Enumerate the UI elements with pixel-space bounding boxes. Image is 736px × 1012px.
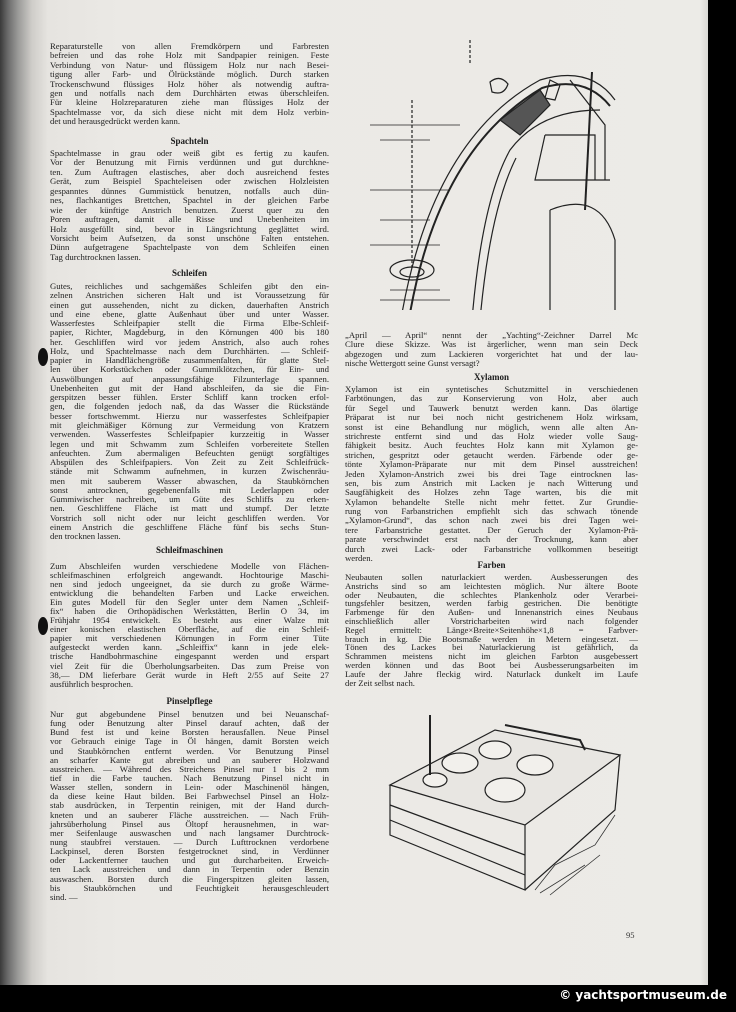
text-line: werden.: [345, 553, 373, 564]
text-line: schleifmaschinen erfolgreich angewandt. Hochtourige Maschi-: [50, 570, 329, 581]
binder-hole: [38, 348, 48, 366]
text-line: Abspülen des Schleifpapiers. Von Zeit zu Zeit Schleifrück-: [50, 457, 329, 468]
text-line: ausführlich besprochen.: [50, 678, 133, 689]
text-line: papier in Handflächengröße zusammenfalten, für glatte Stel-: [50, 355, 329, 366]
text-line: Tag durchtrocknen lassen.: [50, 251, 141, 262]
text-line: Laufe der Jahre fleckig wird. Naturlack dunkelt im Laufe: [345, 668, 638, 679]
text-line: tief in die Farbe tauchen. Nach Benutzung Pinsel nicht in: [50, 772, 329, 783]
text-line: gen und notfalls nach dem Durchhärten etwas überschleifen.: [50, 87, 329, 98]
text-line: tere Farbanstriche gestattet. Der Geruch der Xylamon-Prä-: [345, 524, 638, 535]
text-line: viel Zeit für die Überholungsarbeiten. Das zum Preise von: [50, 660, 329, 671]
text-line: entwicklung die behandelten Farben und Lacke erweichen.: [50, 588, 329, 599]
text-line: Saugfähigkeit des Holzes zehn Tage warten, bis die mit: [345, 487, 638, 498]
paragraph-farben: [345, 573, 638, 687]
text-line: Regel ermittelt: Länge×Breite×Seitenhöhe×1,8 = Farbver-: [345, 624, 638, 635]
text-line: Unebenheiten gut mit der Hand abschleifen, da sie die Fin-: [50, 382, 329, 393]
text-line: und Staubkörnchen entfernt werden. Vor Benutzung Pinsel: [50, 745, 329, 756]
text-line: Farbmenge für den Außen- und Innenanstrich eines Neubaus: [345, 607, 638, 618]
heading-spachteln: Spachteln: [170, 136, 209, 146]
text-line: Xylamon behandelte Stelle nicht mehr fettet. Zur Grundie-: [345, 496, 638, 507]
text-line: Ein gutes Modell für den Segler unter dem Namen „Schleif-: [50, 597, 329, 608]
text-line: fähigkeit besitz. Auch feuchtes Holz kann mit Xylamon ge-: [345, 440, 638, 451]
text-line: Spachtelmasse vor, da sich diese nicht mit dem Holz verbin-: [50, 106, 329, 117]
text-line: Gummiwischer nachreiben, um Güte des Schliffs zu erken-: [50, 494, 329, 505]
text-line: Frühjahr 1954 entwickelt. Es besteht aus einer Walze mit: [50, 615, 329, 626]
text-line: Gutes, reichliches und sachgemäßes Schleifen gibt den ein-: [50, 281, 329, 291]
text-line: einem Anstrich die geschliffene Fläche fünf bis sechs Stun-: [50, 521, 329, 532]
text-line: aufgesteckt werden kann. „Schleiffix“ kann in jede elek-: [50, 642, 329, 653]
text-line: einschließlich aller Vorstricharbeiten wird nach folgender: [345, 615, 638, 626]
heading-pinselpflege: Pinselpflege: [166, 696, 213, 706]
paragraph-intro: [50, 42, 329, 127]
text-line: nen sind jedoch ungeeignet, da sie durch zu große Wärme-: [50, 579, 329, 590]
text-line: Poren auftragen, damit alle Risse und Unebenheiten im: [50, 214, 329, 225]
text-line: trische Handbohrmaschine eingespannt werden und erspart: [50, 651, 329, 662]
text-line: einen gut aussehenden, nicht zu dicken, dauerhaften Anstrich: [50, 299, 329, 310]
text-line: Jeden Xylamon-Anstrich zwei bis drei Tage eintrocknen las-: [345, 468, 638, 479]
text-line: Vorsicht beim Aufsetzen, da sonst unschöne Falten entstehen.: [50, 232, 329, 243]
heading-farben: Farben: [477, 560, 506, 570]
text-line: kneten und an sauberer Fläche ausstreichen. — Nach Früh-: [50, 809, 329, 820]
text-line: Anstrichs sind so am leichtesten möglich. Nur ältere Boote: [345, 580, 638, 591]
text-line: nen. Geschliffene Fläche ist matt und stumpf. Der letzte: [50, 503, 329, 514]
text-line: parate verschwindet erst nach der Trocknung, kann aber: [345, 534, 638, 545]
text-line: Farbtönungen, das zur Konservierung von Holz, aber auch: [345, 393, 638, 404]
text-line: Neubauten sollen naturlackiert werden. Ausbesserungen des: [345, 572, 638, 582]
text-line: Für kleine Holzreparaturen ziehe man flüssiges Holz der: [50, 97, 329, 108]
paragraph-schleifmaschinen: [50, 562, 329, 689]
text-line: fung oder Benutzung alter Pinsel darauf achten, daß der: [50, 718, 329, 729]
text-line: bis Staubkörnchen und Feuchtigkeit herausgeschleudert: [50, 882, 329, 893]
heading-xylamon: Xylamon: [473, 372, 509, 382]
text-line: „Xylamon-Grund“, das schon nach zwei bis drei Tagen wei-: [345, 515, 638, 526]
text-line: legen und mit Schwamm zum Schleifen vorbereitete Stellen: [50, 438, 329, 449]
text-line: Präparat ist nur bei noch nicht gestrichenem Holz wirksam,: [345, 412, 638, 423]
text-line: det und herausgedrückt werden kann.: [50, 116, 181, 127]
text-line: Lackpinsel, deren Borsten festgetrocknet sind, in Verdünner: [50, 846, 329, 857]
text-line: stände mit Schwamm aufnehmen, in kurzen Zwischenräu-: [50, 466, 329, 477]
text-line: nische Wettergott seine Gunst versagt?: [345, 357, 480, 368]
text-line: strichreste entfernt sind und das Holz wieder volle Saug-: [345, 430, 638, 441]
paint-crate-illustration: [385, 715, 625, 900]
heading-schleifen: Schleifen: [172, 268, 207, 278]
text-line: und eine ebene, glatte Außenhaut über und unter Wasser.: [50, 308, 329, 319]
text-line: auswaschen. Borsten durch die Fingerspitzen gleiten lassen,: [50, 873, 329, 884]
text-line: tungsfehler besitzen, werden farbig gestrichen. Die benötigte: [345, 598, 638, 609]
text-line: oder Neubauten, die schlechtes Plankenholz oder Verarbei-: [345, 589, 638, 600]
text-line: Vorstrich soll nicht oder nur leicht geschliffen werden. Vor: [50, 512, 329, 523]
text-line: Reparaturstelle von allen Fremdkörpern und Farbresten: [50, 41, 329, 51]
text-line: nes, flachkantiges Brettchen, Spachtel in der gleichen Farbe: [50, 195, 329, 206]
text-line: oder Lackentferner tauchen und gut durcharbeiten. Erweich-: [50, 855, 329, 866]
text-line: len über Korkstückchen oder Gummiklötzchen, für Ein- und: [50, 364, 329, 375]
text-line: an scharfer Kante gut abreiben und an sauberer Holzwand: [50, 754, 329, 765]
text-line: mer Seifenlauge auswaschen und nach langsamer Durchtrock-: [50, 827, 329, 838]
paragraph-schleifen: [50, 282, 329, 541]
text-line: nung staubfrei verstauen. — Durch Lufttrocknen verdorbene: [50, 836, 329, 847]
text-line: sonst antrocknen, gegebenenfalls mit Lederlappen oder: [50, 484, 329, 495]
text-line: gerspitzen besser fühlen. Erster Schliff kann trocken erfol-: [50, 392, 329, 403]
text-line: sen, bis zum Anstrich mit Lacken je nach Witterung und: [345, 477, 638, 488]
text-line: vor Gebrauch einige Tage in Öl hängen, damit Borsten weich: [50, 736, 329, 747]
text-line: einer konischen elastischen Oberfläche, auf die ein Schleif-: [50, 624, 329, 635]
cartoon-caption: [345, 331, 638, 368]
text-line: „April — April“ nennt der „Yachting“-Zeichner Darrel Mc: [345, 330, 638, 340]
text-line: der Zeit selbst nach.: [345, 677, 415, 688]
text-line: Spachtelmasse in grau oder weiß gibt es fertig zu kaufen.: [50, 148, 329, 158]
text-line: Wasserfestes Schleifpapier stellt die Firma Elbe-Schleif-: [50, 318, 329, 329]
text-line: Holz ausgefüllt sind, bevor in Längsrichtung geglättet wird.: [50, 223, 329, 234]
text-line: für Segel und Tauwerk benutzt werden kann. Das ölartige: [345, 402, 638, 413]
text-line: ten. Zum Auftragen elastisches, aber doch ausreichend festes: [50, 166, 329, 177]
text-line: Xylamon ist ein syntetisches Schutzmittel in verschiedenen: [345, 384, 638, 394]
heading-schleifmaschinen: Schleifmaschinen: [155, 545, 223, 555]
text-line: papier mit verschiedenen Körnungen in Form einer Tüte: [50, 633, 329, 644]
text-line: gespanntes dünnes Gummistück benutzen, notfalls auch dün-: [50, 185, 329, 196]
text-line: befreien und das rohe Holz mit Sandpapier reinigen. Feste: [50, 50, 329, 61]
text-line: brauch in kg. Die Bootsmaße werden in Metern eingesetzt. —: [345, 633, 638, 644]
text-line: her. Geschliffen wird vor jedem Anstrich, also auch rohes: [50, 336, 329, 347]
text-line: Gerät, zum Beispiel Spachteleisen oder zwischen Holzleisten: [50, 176, 329, 187]
text-line: den trocknen lassen.: [50, 531, 121, 542]
text-line: Zum Abschleifen wurden verschiedene Modelle von Flächen-: [50, 561, 329, 571]
text-line: Schrammen meistens nicht im gleichen Farbton ausgebessert: [345, 651, 638, 662]
text-line: da diese keine Haut bilden. Bei Farbwechsel Pinsel an Holz-: [50, 791, 329, 802]
text-line: mit gleichmäßiger Körnung zur Vermeidung von Kratzern: [50, 419, 329, 430]
text-line: Verbindung von Natur- und flüssigem Holz nur nach Besei-: [50, 59, 329, 70]
text-line: tönte Xylamon-Präparate nur mit dem Pinsel ausstreichen!: [345, 459, 638, 470]
text-line: anfeuchten. Zum abermaligen Befeuchten genügt sorgfältiges: [50, 447, 329, 458]
watermark: © yachtsportmuseum.de: [559, 988, 727, 1002]
text-line: men mit sauberem Wasser abwaschen, da Staubkörnchen: [50, 475, 329, 486]
text-line: Bund fest ist und keine Borsten herausfallen. Neue Pinsel: [50, 727, 329, 738]
text-line: Auswölbungen auf anpassungsfähige Filzunterlage spannen.: [50, 373, 329, 384]
text-line: sind. —: [50, 891, 78, 902]
text-line: strichen, gespritzt oder getaucht werden. Färbende oder ge-: [345, 449, 638, 460]
text-line: jahrsüberholung Pinsel aus Öltopf herausnehmen, in war-: [50, 818, 329, 829]
binder-hole: [38, 617, 48, 635]
text-line: Nur gut abgebundene Pinsel benutzen und bei Neuanschaf-: [50, 709, 329, 719]
paragraph-xylamon: [345, 385, 638, 563]
cartoon-illustration: [370, 40, 630, 310]
text-line: rung von Farbanstrichen empfiehlt sich das schwach tönende: [345, 506, 638, 517]
text-line: papier, Richter, Magdeburg, in den Körnungen 400 bis 180: [50, 327, 329, 338]
text-line: Wasser stellen, sondern in Lein- oder Maschinenöl hängen,: [50, 782, 329, 793]
text-line: Clure diese Skizze. Was ist ärgerlicher, wenn man sein Deck: [345, 339, 638, 350]
text-line: wie der künftige Anstrich benutzen. Zuerst quer zu den: [50, 204, 329, 215]
text-line: ten Lack ausstreichen und dann in Terpentin oder Benzin: [50, 864, 329, 875]
text-line: Tönen des Lackes bei Naturlackierung ist gefährlich, da: [345, 642, 638, 653]
paragraph-pinselpflege: [50, 710, 329, 902]
text-line: gen, die folgenden jedoch naß, da das Wasser die Rückstände: [50, 401, 329, 412]
text-line: sonst ist eine Behandlung nur möglich, wenn alle alten An-: [345, 421, 638, 432]
text-line: besser fortschwemmt. Hierzu nur wasserfestes Schleifpapier: [50, 410, 329, 421]
text-line: abgezogen und zum Lackieren vorgerichtet hat und der lau-: [345, 348, 638, 359]
text-line: tigung aller Farb- und Ölrückstände möglich. Durch starken: [50, 69, 329, 80]
text-line: zelnen Anstrichen sicheren Halt und ist Voraussetzung für: [50, 290, 329, 301]
text-line: fix“ haben die Orthopädischen Werkstätten, Berlin O 34, im: [50, 606, 329, 617]
text-line: stab ausdrücken, in Terpentin reinigen, mit der Hand durch-: [50, 800, 329, 811]
page-number: 95: [626, 930, 635, 940]
text-line: 38,— DM lieferbare Gerät wurde in Heft 2/55 auf Seite 27: [50, 669, 329, 680]
paragraph-spachteln: [50, 149, 329, 262]
text-line: werden können und das Boot bei Ausbesserungsarbeiten im: [345, 659, 638, 670]
text-line: verwenden. Wasserfestes Schleifpapier kurzzeitig in Wasser: [50, 429, 329, 440]
text-line: Holz, und Spachtelmasse nach dem Durchhärten. — Schleif-: [50, 345, 329, 356]
text-line: Dünn aufgetragene Spachtelpaste von dem Schleifen einen: [50, 242, 329, 253]
text-line: Vor der Benutzung mit Firnis verdünnen und gut durchkne-: [50, 157, 329, 168]
text-line: ausstreichen. — Während des Streichens Pinsel nur 1 bis 2 mm: [50, 763, 329, 774]
text-line: Trockenschwund flüssiges Holz höher als notwendig auftra-: [50, 78, 329, 89]
text-line: durch zwei Lack- oder Farbanstriche vollkommen beseitigt: [345, 543, 638, 554]
